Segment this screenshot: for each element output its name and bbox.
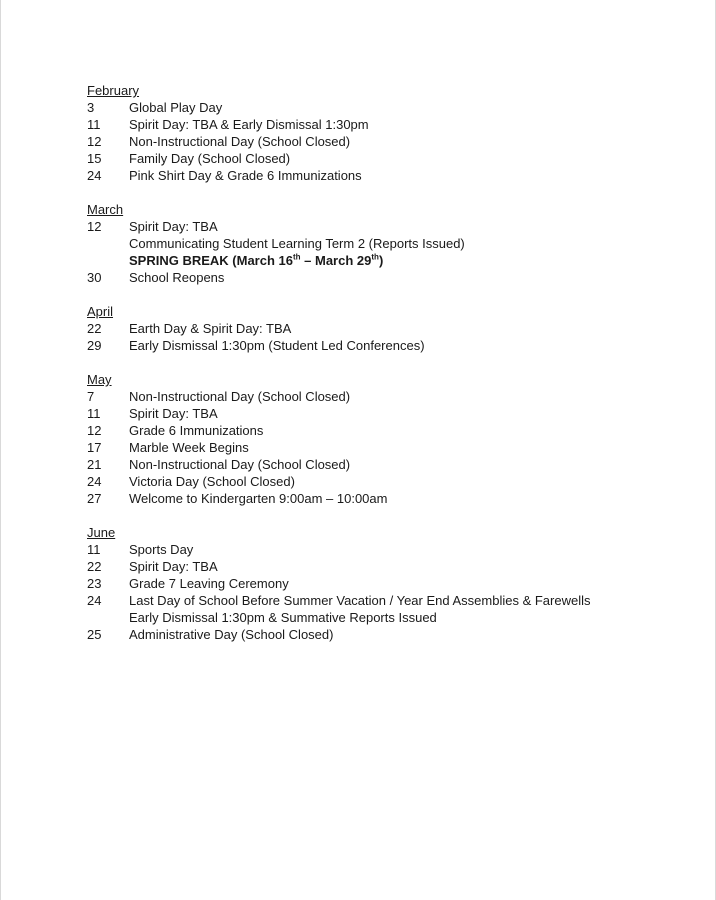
month-heading: June <box>87 525 116 540</box>
ordinal-suffix: th <box>371 252 379 262</box>
event-day: 24 <box>87 593 102 608</box>
event-row <box>87 167 687 184</box>
event-row <box>87 320 687 337</box>
event-day <box>87 609 129 626</box>
event-day: 7 <box>87 389 95 404</box>
event-day <box>87 235 129 252</box>
event-description: Spirit Day: TBA & Early Dismissal 1:30pm <box>129 117 369 132</box>
month-heading: March <box>87 202 124 217</box>
event-row <box>87 235 687 252</box>
event-day: 22 <box>87 559 102 574</box>
event-day: 12 <box>87 134 102 149</box>
event-description: Family Day (School Closed) <box>129 151 291 166</box>
event-row <box>87 558 687 575</box>
event-description: Earth Day & Spirit Day: TBA <box>129 321 292 336</box>
event-description: Global Play Day <box>129 100 223 115</box>
event-description: Spirit Day: TBA <box>129 559 218 574</box>
event-description: Last Day of School Before Summer Vacation / Year End Assemblies & Farewells <box>129 593 591 608</box>
event-day: 22 <box>87 321 102 336</box>
event-description: Welcome to Kindergarten 9:00am – 10:00am <box>129 491 388 506</box>
event-day: 24 <box>87 168 102 183</box>
month-section <box>87 201 687 286</box>
event-description: School Reopens <box>129 270 225 285</box>
event-description: Early Dismissal 1:30pm & Summative Reports Issued <box>129 610 437 625</box>
event-day <box>87 252 129 269</box>
event-description: Non-Instructional Day (School Closed) <box>129 134 351 149</box>
event-row <box>87 99 687 116</box>
event-day: 12 <box>87 219 102 234</box>
event-day: 17 <box>87 440 102 455</box>
event-description: Sports Day <box>129 542 194 557</box>
event-description: Spirit Day: TBA <box>129 406 218 421</box>
event-row <box>87 150 687 167</box>
event-day: 11 <box>87 542 101 557</box>
month-section <box>87 303 687 354</box>
event-day: 11 <box>87 117 101 132</box>
event-description: Grade 6 Immunizations <box>129 423 264 438</box>
event-text-part: – March 29 <box>300 253 372 268</box>
calendar-list <box>87 82 687 660</box>
event-day: 23 <box>87 576 102 591</box>
event-row <box>87 269 687 286</box>
event-day: 24 <box>87 474 102 489</box>
event-row <box>87 575 687 592</box>
event-description: Spirit Day: TBA <box>129 219 218 234</box>
ordinal-suffix: th <box>292 252 301 262</box>
event-day: 15 <box>87 151 102 166</box>
event-day: 29 <box>87 338 102 353</box>
event-row <box>87 626 687 643</box>
event-day: 27 <box>87 491 102 506</box>
event-row <box>87 218 687 235</box>
event-description: Pink Shirt Day & Grade 6 Immunizations <box>129 168 362 183</box>
month-section <box>87 371 687 507</box>
event-row <box>87 422 687 439</box>
event-day: 30 <box>87 270 102 285</box>
event-description: Early Dismissal 1:30pm (Student Led Conferences) <box>129 338 425 353</box>
event-row <box>87 439 687 456</box>
event-row <box>87 388 687 405</box>
event-description: Marble Week Begins <box>129 440 249 455</box>
event-text-part: ) <box>378 253 384 268</box>
event-day: 3 <box>87 100 95 115</box>
event-row <box>87 337 687 354</box>
event-description: Administrative Day (School Closed) <box>129 627 334 642</box>
event-description <box>129 252 687 269</box>
event-row <box>87 252 687 269</box>
event-row <box>87 592 687 609</box>
event-row <box>87 541 687 558</box>
month-section <box>87 524 687 643</box>
event-day: 11 <box>87 406 101 421</box>
event-description: Non-Instructional Day (School Closed) <box>129 389 351 404</box>
month-heading: February <box>87 83 140 98</box>
event-description: Communicating Student Learning Term 2 (Reports Issued) <box>129 236 465 251</box>
event-row <box>87 116 687 133</box>
event-row <box>87 133 687 150</box>
event-row <box>87 490 687 507</box>
month-heading: May <box>87 372 112 387</box>
month-heading: April <box>87 304 114 319</box>
event-day: 12 <box>87 423 102 438</box>
event-description: Grade 7 Leaving Ceremony <box>129 576 289 591</box>
event-description: Victoria Day (School Closed) <box>129 474 295 489</box>
event-day: 21 <box>87 457 102 472</box>
event-row <box>87 456 687 473</box>
event-row <box>87 473 687 490</box>
event-day: 25 <box>87 627 102 642</box>
event-row <box>87 609 687 626</box>
event-text-part: SPRING BREAK (March 16 <box>129 253 293 268</box>
event-row <box>87 405 687 422</box>
month-section <box>87 82 687 184</box>
event-description: Non-Instructional Day (School Closed) <box>129 457 351 472</box>
